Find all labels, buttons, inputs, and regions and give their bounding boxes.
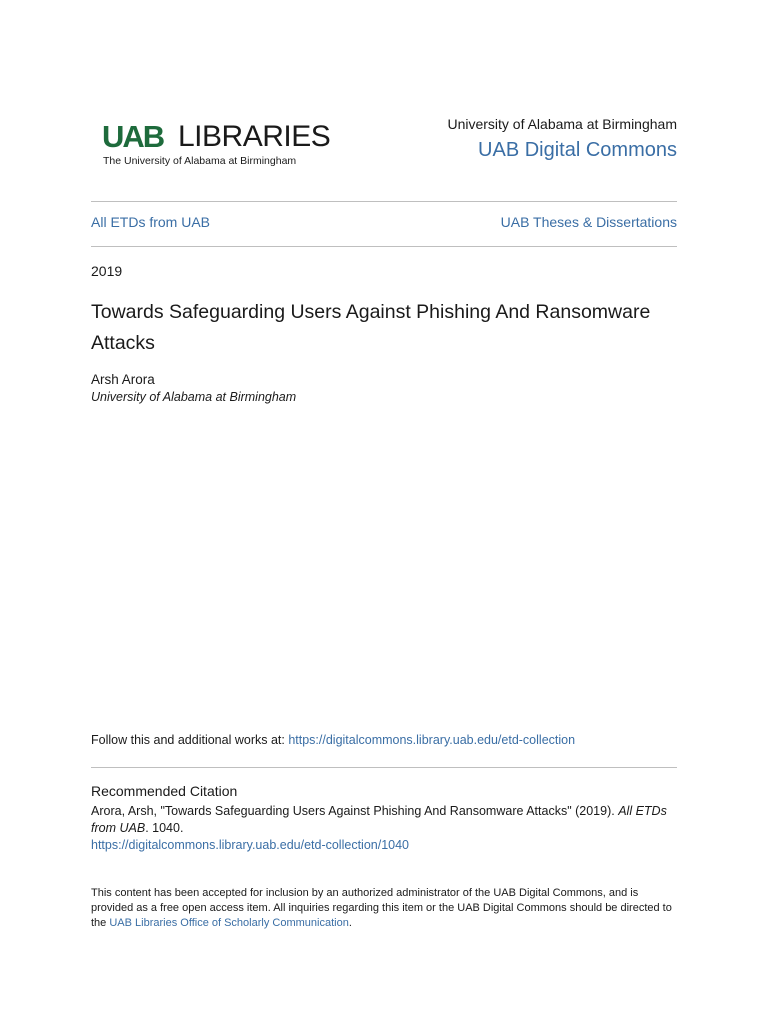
logo-uab-wordmark: UAB — [102, 119, 164, 154]
repository-link[interactable]: UAB Digital Commons — [478, 139, 677, 161]
scholarly-communication-link[interactable]: UAB Libraries Office of Scholarly Communication — [109, 917, 349, 929]
logo-subtitle: The University of Alabama at Birmingham — [103, 155, 297, 167]
citation-heading: Recommended Citation — [91, 783, 238, 799]
citation-series: All ETDs from UAB — [91, 804, 667, 835]
citation-url-link[interactable]: https://digitalcommons.library.uab.edu/etd-collection/1040 — [91, 838, 409, 852]
logo-libraries-wordmark: LIBRARIES — [178, 120, 331, 153]
collection-url-link[interactable]: https://digitalcommons.library.uab.edu/etd-collection — [288, 733, 576, 747]
author-affiliation: University of Alabama at Birmingham — [91, 390, 297, 404]
divider-nav — [91, 246, 677, 247]
publication-year: 2019 — [91, 263, 123, 279]
theses-dissertations-link[interactable]: UAB Theses & Dissertations — [500, 214, 677, 230]
follow-prefix: Follow this and additional works at: — [91, 733, 289, 747]
citation-main: Arora, Arsh, "Towards Safeguarding Users Against Phishing And Ransomware Attacks" (2019). — [91, 804, 619, 818]
citation-text — [91, 803, 681, 837]
institution-name: University of Alabama at Birmingham — [447, 116, 677, 132]
follow-line — [91, 733, 575, 747]
divider-top — [91, 201, 677, 202]
author-name: Arsh Arora — [91, 372, 155, 387]
citation-number: . 1040. — [145, 821, 184, 835]
document-title: Towards Safeguarding Users Against Phishing And Ransomware Attacks — [91, 301, 651, 354]
access-notice — [91, 886, 677, 931]
notice-end: . — [348, 917, 352, 929]
all-etds-link[interactable]: All ETDs from UAB — [91, 214, 211, 230]
divider-citation — [91, 767, 677, 768]
notice-text: This content has been accepted for inclusion by an authorized administrator of the UAB Digital Commons, and is provided as a free open access item. All inquiries regarding this item or the UAB Digital Commons should be directed to the — [91, 887, 672, 929]
uab-libraries-logo — [102, 121, 332, 171]
